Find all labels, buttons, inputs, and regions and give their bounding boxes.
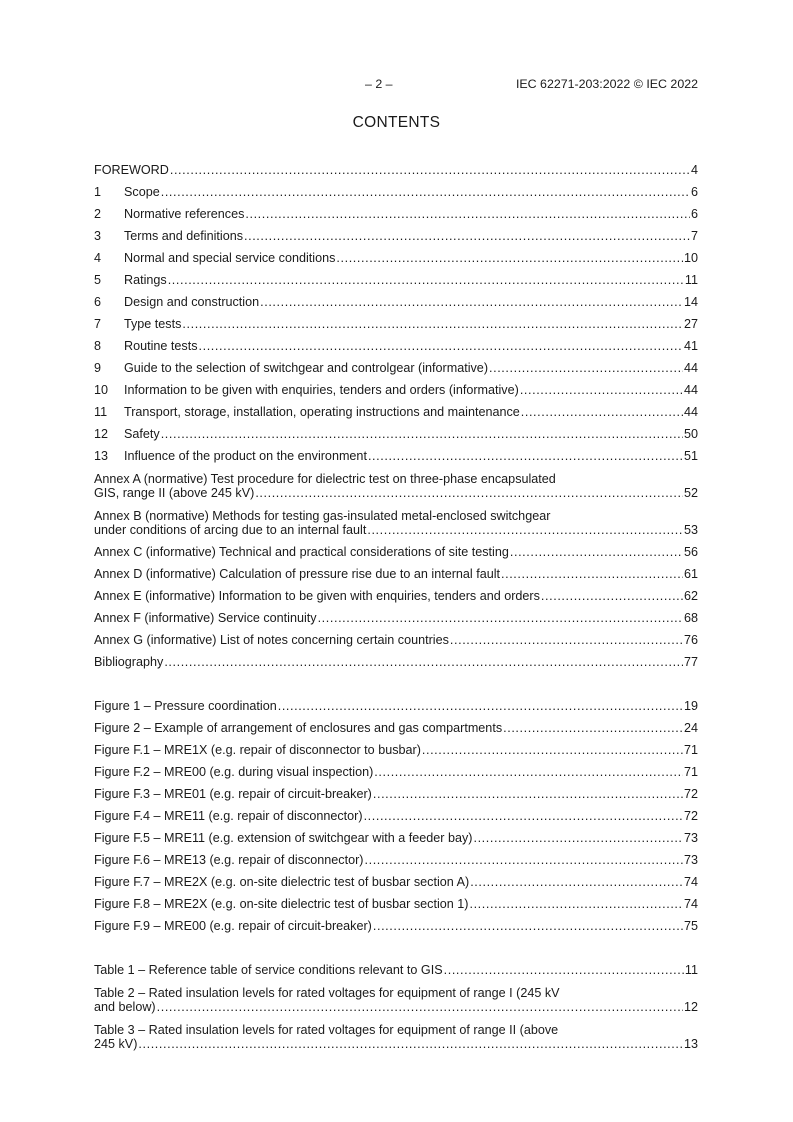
toc-entry[interactable] bbox=[94, 177, 698, 199]
figure-page: 19 bbox=[683, 699, 698, 713]
dot-leader bbox=[489, 361, 683, 375]
table-label-line2: and below) bbox=[94, 1000, 156, 1014]
toc-page: 53 bbox=[683, 523, 698, 537]
figure-page: 71 bbox=[683, 765, 698, 779]
toc-number: 8 bbox=[94, 339, 102, 353]
page-header bbox=[94, 77, 698, 93]
dot-leader bbox=[368, 449, 683, 463]
figure-entry[interactable] bbox=[94, 779, 698, 801]
toc-entry[interactable] bbox=[94, 287, 698, 309]
figure-entry[interactable] bbox=[94, 713, 698, 735]
table-label-line1: Table 3 – Rated insulation levels for rated voltages for equipment of range II (above bbox=[94, 1023, 559, 1037]
toc-label: Ratings bbox=[124, 273, 167, 287]
figure-label: Figure F.9 – MRE00 (e.g. repair of circuit-breaker) bbox=[94, 919, 372, 933]
dot-leader bbox=[364, 809, 683, 823]
toc-page: 7 bbox=[690, 229, 698, 243]
toc-page: 44 bbox=[683, 405, 698, 419]
toc-entry-annex-a[interactable] bbox=[94, 463, 698, 500]
toc-label: Type tests bbox=[124, 317, 182, 331]
dot-leader bbox=[157, 1000, 683, 1014]
toc-page: 14 bbox=[683, 295, 698, 309]
table-label-line2: 245 kV) bbox=[94, 1037, 138, 1051]
toc-label: Information to be given with enquiries, tenders and orders (informative) bbox=[124, 383, 519, 397]
toc-label: Influence of the product on the environment bbox=[124, 449, 367, 463]
toc-label: Normative references bbox=[124, 207, 245, 221]
toc-label: Annex C (informative) Technical and practical considerations of site testing bbox=[94, 545, 509, 559]
dot-leader bbox=[182, 317, 683, 331]
toc-entry-annex-f[interactable] bbox=[94, 603, 698, 625]
toc-page: 10 bbox=[683, 251, 698, 265]
toc-label-line1: Annex A (normative) Test procedure for dielectric test on three-phase encapsulated bbox=[94, 472, 556, 486]
dot-leader bbox=[255, 486, 683, 500]
figure-entry[interactable] bbox=[94, 911, 698, 933]
figure-entry[interactable] bbox=[94, 867, 698, 889]
table-entry[interactable] bbox=[94, 977, 698, 1014]
figure-label: Figure F.4 – MRE11 (e.g. repair of disconnector) bbox=[94, 809, 363, 823]
document-reference: IEC 62271-203:2022 © IEC 2022 bbox=[515, 77, 698, 91]
toc-number: 12 bbox=[94, 427, 109, 441]
toc-number: 11 bbox=[94, 405, 108, 419]
toc-page: 44 bbox=[683, 383, 698, 397]
dot-leader bbox=[374, 765, 683, 779]
figure-entry[interactable] bbox=[94, 691, 698, 713]
dot-leader bbox=[138, 1037, 683, 1051]
toc-number: 7 bbox=[94, 317, 102, 331]
toc-page: 6 bbox=[690, 207, 698, 221]
table-label-line1: Table 2 – Rated insulation levels for rated voltages for equipment of range I (245 kV bbox=[94, 986, 560, 1000]
toc-page: 77 bbox=[683, 655, 698, 669]
toc-page: 4 bbox=[690, 163, 698, 177]
figure-page: 72 bbox=[683, 809, 698, 823]
toc-entry[interactable] bbox=[94, 331, 698, 353]
figure-page: 74 bbox=[683, 875, 698, 889]
page-title: CONTENTS bbox=[352, 114, 441, 131]
toc-label: FOREWORD bbox=[94, 163, 169, 177]
toc-label-line1: Annex B (normative) Methods for testing gas-insulated metal-enclosed switchgear bbox=[94, 509, 551, 523]
toc-entry[interactable] bbox=[94, 375, 698, 397]
dot-leader bbox=[473, 831, 683, 845]
figure-label: Figure F.3 – MRE01 (e.g. repair of circuit-breaker) bbox=[94, 787, 372, 801]
toc-number: 2 bbox=[94, 207, 102, 221]
toc-label: Routine tests bbox=[124, 339, 198, 353]
toc-label: Bibliography bbox=[94, 655, 164, 669]
toc-entry-annex-e[interactable] bbox=[94, 581, 698, 603]
toc-page: 51 bbox=[683, 449, 698, 463]
toc-entry[interactable] bbox=[94, 199, 698, 221]
toc-page: 41 bbox=[683, 339, 698, 353]
toc-label: Annex G (informative) List of notes concerning certain countries bbox=[94, 633, 449, 647]
dot-leader bbox=[168, 273, 684, 287]
figure-label: Figure F.8 – MRE2X (e.g. on-site dielectric test of busbar section 1) bbox=[94, 897, 469, 911]
toc-sections bbox=[94, 155, 698, 669]
dot-leader bbox=[450, 633, 683, 647]
toc-number: 4 bbox=[94, 251, 102, 265]
figure-entry[interactable] bbox=[94, 757, 698, 779]
toc-number: 10 bbox=[94, 383, 109, 397]
toc-page: 27 bbox=[683, 317, 698, 331]
table-page: 12 bbox=[683, 1000, 698, 1014]
figure-label: Figure 1 – Pressure coordination bbox=[94, 699, 277, 713]
toc-label: Safety bbox=[124, 427, 160, 441]
toc-entry-annex-c[interactable] bbox=[94, 537, 698, 559]
page-number: – 2 – bbox=[365, 77, 393, 91]
toc-page: 56 bbox=[683, 545, 698, 559]
figure-label: Figure F.6 – MRE13 (e.g. repair of disconnector) bbox=[94, 853, 364, 867]
dot-leader bbox=[318, 611, 683, 625]
toc-label: Scope bbox=[124, 185, 160, 199]
figure-entry[interactable] bbox=[94, 801, 698, 823]
dot-leader bbox=[367, 523, 683, 537]
toc-entry[interactable] bbox=[94, 397, 698, 419]
dot-leader bbox=[422, 743, 683, 757]
toc-number: 13 bbox=[94, 449, 109, 463]
dot-leader bbox=[161, 427, 683, 441]
figure-label: Figure F.1 – MRE1X (e.g. repair of disconnector to busbar) bbox=[94, 743, 421, 757]
table-page: 13 bbox=[683, 1037, 698, 1051]
figure-entry[interactable] bbox=[94, 845, 698, 867]
toc-page: 6 bbox=[690, 185, 698, 199]
dot-leader bbox=[521, 405, 683, 419]
figure-page: 75 bbox=[683, 919, 698, 933]
toc-label-line2: under conditions of arcing due to an internal fault bbox=[94, 523, 367, 537]
figure-label: Figure F.2 – MRE00 (e.g. during visual inspection) bbox=[94, 765, 374, 779]
figure-page: 73 bbox=[683, 831, 698, 845]
toc-label: Annex D (informative) Calculation of pressure rise due to an internal fault bbox=[94, 567, 501, 581]
toc-entry[interactable] bbox=[94, 243, 698, 265]
figure-label: Figure F.5 – MRE11 (e.g. extension of switchgear with a feeder bay) bbox=[94, 831, 473, 845]
toc-label: Design and construction bbox=[124, 295, 260, 309]
list-of-figures bbox=[94, 691, 698, 933]
figure-entry[interactable] bbox=[94, 735, 698, 757]
toc-label: Guide to the selection of switchgear and controlgear (informative) bbox=[124, 361, 489, 375]
toc-label: Annex F (informative) Service continuity bbox=[94, 611, 317, 625]
toc-number: 1 bbox=[94, 185, 102, 199]
figure-label: Figure 2 – Example of arrangement of enclosures and gas compartments bbox=[94, 721, 503, 735]
toc-page: 76 bbox=[683, 633, 698, 647]
dot-leader bbox=[520, 383, 683, 397]
toc-entry-foreword[interactable] bbox=[94, 155, 698, 177]
dot-leader bbox=[336, 251, 683, 265]
toc-page: 62 bbox=[683, 589, 698, 603]
toc-entry[interactable] bbox=[94, 221, 698, 243]
table-entry[interactable] bbox=[94, 955, 698, 977]
dot-leader bbox=[365, 853, 683, 867]
figure-page: 74 bbox=[683, 897, 698, 911]
toc-label-line2: GIS, range II (above 245 kV) bbox=[94, 486, 255, 500]
toc-label: Normal and special service conditions bbox=[124, 251, 336, 265]
toc-entry-annex-d[interactable] bbox=[94, 559, 698, 581]
toc-entry[interactable] bbox=[94, 441, 698, 463]
toc-entry[interactable] bbox=[94, 265, 698, 287]
toc-page: 61 bbox=[683, 567, 698, 581]
toc-page: 44 bbox=[683, 361, 698, 375]
toc-entry[interactable] bbox=[94, 309, 698, 331]
figure-entry[interactable] bbox=[94, 889, 698, 911]
dot-leader bbox=[260, 295, 683, 309]
toc-label: Transport, storage, installation, operating instructions and maintenance bbox=[124, 405, 520, 419]
table-page: 11 bbox=[684, 963, 698, 977]
table-entry[interactable] bbox=[94, 1014, 698, 1051]
figure-page: 71 bbox=[683, 743, 698, 757]
dot-leader bbox=[541, 589, 683, 603]
dot-leader bbox=[170, 163, 690, 177]
toc-page: 68 bbox=[683, 611, 698, 625]
dot-leader bbox=[161, 185, 690, 199]
dot-leader bbox=[199, 339, 683, 353]
dot-leader bbox=[470, 875, 683, 889]
figure-page: 72 bbox=[683, 787, 698, 801]
figure-label: Figure F.7 – MRE2X (e.g. on-site dielectric test of busbar section A) bbox=[94, 875, 470, 889]
toc-number: 6 bbox=[94, 295, 102, 309]
toc-number: 9 bbox=[94, 361, 102, 375]
toc-number: 5 bbox=[94, 273, 102, 287]
toc-entry-annex-g[interactable] bbox=[94, 625, 698, 647]
toc-entry[interactable] bbox=[94, 353, 698, 375]
dot-leader bbox=[444, 963, 684, 977]
dot-leader bbox=[510, 545, 683, 559]
toc-label: Annex E (informative) Information to be given with enquiries, tenders and orders bbox=[94, 589, 540, 603]
dot-leader bbox=[245, 207, 690, 221]
toc-label: Terms and definitions bbox=[124, 229, 244, 243]
figure-page: 24 bbox=[683, 721, 698, 735]
toc-page: 52 bbox=[683, 486, 698, 500]
toc-number: 3 bbox=[94, 229, 102, 243]
toc-entry-bibliography[interactable] bbox=[94, 647, 698, 669]
list-of-tables bbox=[94, 955, 698, 1051]
table-label: Table 1 – Reference table of service conditions relevant to GIS bbox=[94, 963, 443, 977]
dot-leader bbox=[244, 229, 690, 243]
toc-entry[interactable] bbox=[94, 419, 698, 441]
dot-leader bbox=[373, 919, 683, 933]
dot-leader bbox=[469, 897, 683, 911]
dot-leader bbox=[501, 567, 683, 581]
toc-page: 11 bbox=[684, 273, 698, 287]
toc-page: 50 bbox=[683, 427, 698, 441]
dot-leader bbox=[373, 787, 683, 801]
dot-leader bbox=[503, 721, 683, 735]
figure-page: 73 bbox=[683, 853, 698, 867]
toc-entry-annex-b[interactable] bbox=[94, 500, 698, 537]
figure-entry[interactable] bbox=[94, 823, 698, 845]
dot-leader bbox=[164, 655, 683, 669]
dot-leader bbox=[278, 699, 683, 713]
